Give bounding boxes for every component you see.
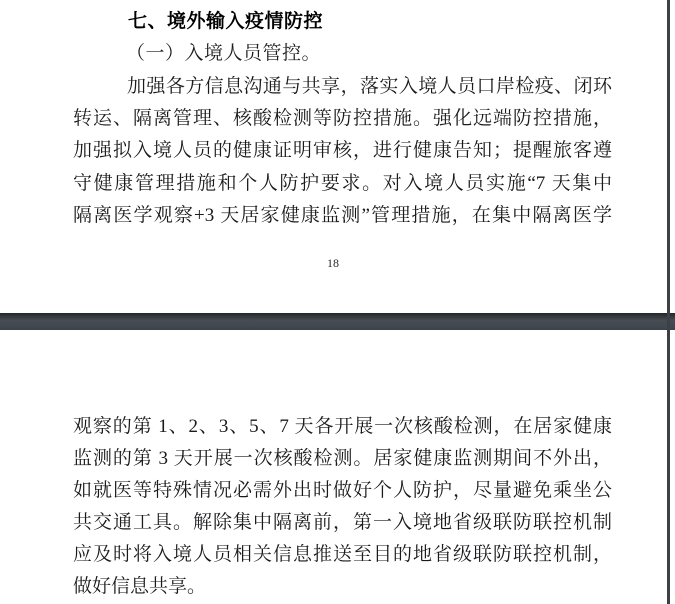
text-line: 转运、隔离管理、核酸检测等防控措施。强化远端防控措施， xyxy=(73,108,612,129)
text-line: 监测的第 3 天开展一次核酸检测。居家健康监测期间不外出， xyxy=(73,448,612,469)
text-line: 共交通工具。解除集中隔离前，第一入境地省级联防联控机制 xyxy=(73,512,612,533)
text-line: 观察的第 1、2、3、5、7 天各开展一次核酸检测，在居家健康 xyxy=(73,416,612,437)
section-heading: 七、境外输入疫情防控 xyxy=(128,11,324,32)
text-line: 守健康管理措施和个人防护要求。对入境人员实施“7 天集中 xyxy=(73,173,612,194)
text-line: 如就医等特殊情况必需外出时做好个人防护，尽量避免乘坐公 xyxy=(73,480,612,501)
text-line: 应及时将入境人员相关信息推送至目的地省级联防联控机制， xyxy=(73,544,612,565)
text-line: 加强各方信息沟通与共享，落实入境人员口岸检疫、闭环 xyxy=(127,76,612,97)
page-right-edge-line xyxy=(667,0,670,604)
subsection-heading: （一）入境人员管控。 xyxy=(126,43,322,64)
text-line: 加强拟入境人员的健康证明审核，进行健康告知；提醒旅客遵 xyxy=(73,140,612,161)
text-line: 隔离医学观察+3 天居家健康监测”管理措施，在集中隔离医学 xyxy=(73,205,612,226)
page-separator xyxy=(0,313,675,330)
page-number: 18 xyxy=(327,256,339,270)
text-line: 做好信息共享。 xyxy=(73,576,207,597)
